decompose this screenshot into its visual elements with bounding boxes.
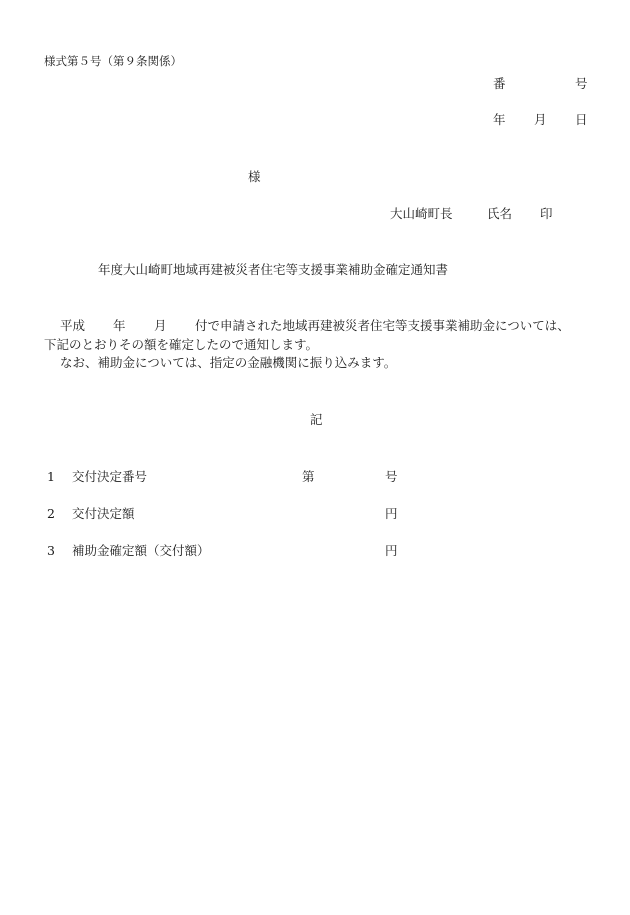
item-2-suffix: 円	[385, 506, 398, 521]
item-2-num: 2	[47, 506, 55, 521]
sender-office: 大山崎町長	[390, 206, 453, 221]
sender-seal: 印	[540, 206, 553, 221]
item-1-prefix: 第	[302, 469, 315, 484]
header-ban: 番	[493, 76, 506, 91]
item-1-num: 1	[47, 469, 55, 484]
body-gatsu: 月	[154, 318, 167, 333]
body-line1-rest: 付で申請された地域再建被災者住宅等支援事業補助金については、	[195, 318, 570, 333]
body-heisei: 平成	[60, 318, 86, 333]
header-nen: 年	[493, 112, 506, 127]
item-1-label: 交付決定番号	[72, 469, 148, 484]
item-3-num: 3	[47, 543, 55, 558]
body-line3: なお、補助金については、指定の金融機関に振り込みます。	[60, 355, 397, 370]
header-nichi: 日	[575, 112, 588, 127]
ki-heading: 記	[310, 412, 323, 427]
body-line2: 下記のとおりその額を確定したので通知します。	[44, 337, 319, 352]
body-nen: 年	[113, 318, 126, 333]
item-1-suffix: 号	[385, 469, 398, 484]
sender-name-label: 氏名	[487, 206, 513, 221]
item-2-label: 交付決定額	[72, 506, 135, 521]
document-title: 年度大山崎町地域再建被災者住宅等支援事業補助金確定通知書	[98, 262, 449, 277]
header-go: 号	[575, 76, 588, 91]
item-3-suffix: 円	[385, 543, 398, 558]
item-3-label: 補助金確定額（交付額）	[72, 543, 210, 558]
form-label: 様式第５号（第９条関係）	[44, 54, 182, 68]
header-gatsu: 月	[534, 112, 547, 127]
addressee-sama: 様	[248, 169, 261, 184]
